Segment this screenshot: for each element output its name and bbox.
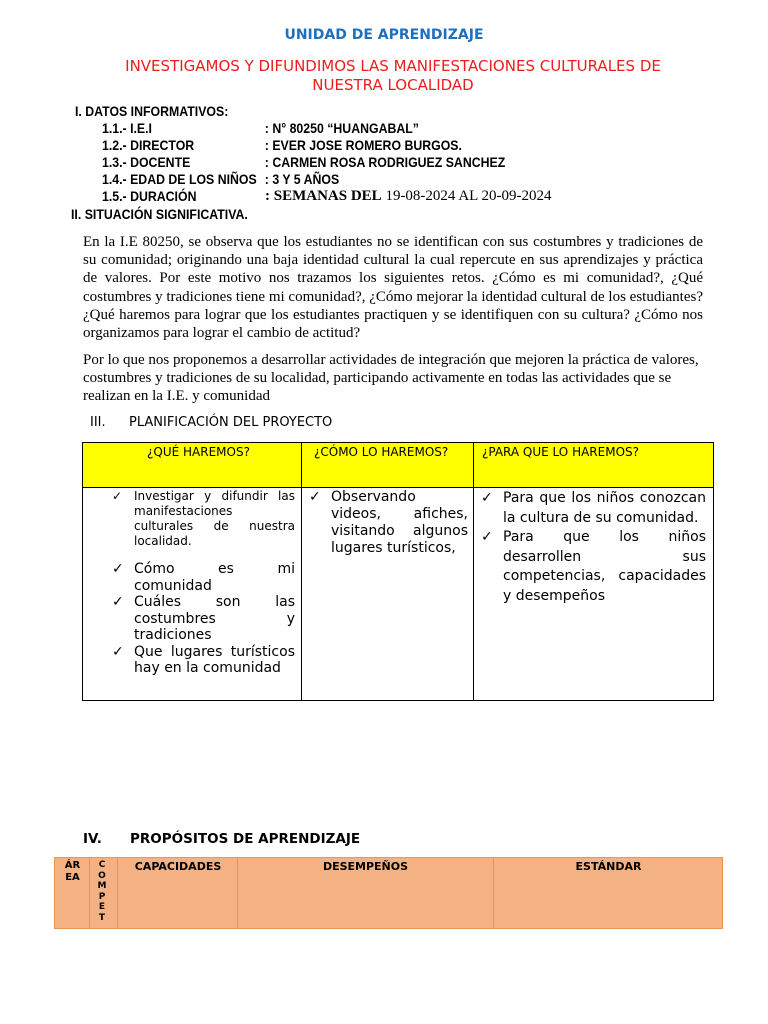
list-item: ✓ Cómo es mi comunidad — [112, 561, 295, 594]
section-2-heading: II. SITUACIÓN SIGNIFICATIVA. — [71, 206, 248, 222]
purposes-table — [54, 857, 723, 929]
list-item: ✓ Para que los niños desarrollen sus competencias, capacidades y desempeños — [481, 529, 706, 604]
section-4-number: IV. — [83, 831, 102, 847]
info-label: 1.5.- DURACIÓN — [102, 188, 197, 204]
info-row-duracion — [102, 188, 572, 206]
info-label: 1.1.- I.E.I — [102, 120, 152, 136]
info-value: : N° 80250 “HUANGABAL” — [264, 120, 419, 136]
objective-paragraph: Por lo que nos proponemos a desarrollar actividades de integración que mejoren la práctica de valores, costumbres y tradiciones de su localidad, participando activamente en todas las actividades que se realizan en la I.E. y comunidad — [83, 352, 699, 405]
header-capacidades: CAPACIDADES — [134, 860, 222, 873]
section-4-heading: PROPÓSITOS DE APRENDIZAJE — [130, 831, 361, 847]
list-item: ✓ Observando videos, afiches, visitando algunos lugares turísticos, — [309, 489, 468, 556]
info-value: : SEMANAS DEL 19-08-2024 AL 20-09-2024 — [265, 188, 552, 204]
check-icon: ✓ — [112, 489, 123, 503]
column-divider — [301, 443, 302, 700]
list-item: ✓ Para que los niños conozcan la cultura de su comunidad. — [481, 490, 706, 526]
planning-table — [82, 442, 714, 701]
check-icon: ✓ — [481, 490, 493, 506]
header-estandar: ESTÁNDAR — [575, 860, 642, 873]
cell-como-lo-haremos — [309, 489, 468, 557]
header-para-que-lo-haremos: ¿PARA QUE LO HAREMOS? — [482, 445, 640, 459]
document-title: UNIDAD DE APRENDIZAJE — [284, 27, 484, 43]
section-1-heading: I. DATOS INFORMATIVOS: — [75, 103, 229, 119]
check-icon: ✓ — [309, 489, 321, 505]
section-3-heading: PLANIFICACIÓN DEL PROYECTO — [129, 415, 333, 430]
info-row-edad — [102, 171, 542, 188]
significant-situation-paragraph: En la I.E 80250, se observa que los estudiantes no se identifican con sus costumbres y tradiciones de su comunidad; originando una baja identidad cultural la cual repercute en sus aprendizajes y práctica de valores. Por este motivo nos trazamos los siguientes retos. ¿Cómo es mi comunidad?, ¿Qué costumbres y tradiciones tiene mi comunidad?, ¿Cómo mejorar la identidad cultural de los estudiantes? ¿Qué haremos para lograr que los estudiantes practiquen y se identifiquen con su cultura? ¿Cómo nos organizamos para lograr el cambio de actitud? — [83, 234, 703, 342]
check-icon: ✓ — [481, 529, 493, 545]
cell-para-que-lo-haremos — [481, 489, 706, 606]
info-label: 1.2.- DIRECTOR — [102, 137, 195, 153]
cell-que-haremos — [112, 489, 295, 677]
info-row-director — [102, 137, 542, 154]
info-label: 1.4.- EDAD DE LOS NIÑOS — [102, 171, 257, 187]
info-value: : EVER JOSE ROMERO BURGOS. — [264, 137, 462, 153]
info-value: : CARMEN ROSA RODRIGUEZ SANCHEZ — [264, 154, 506, 170]
column-divider — [117, 858, 118, 928]
info-row-docente — [102, 154, 542, 171]
list-item: ✓ Cuáles son las costumbres y tradiciones — [112, 594, 295, 643]
column-divider — [473, 443, 474, 700]
list-item: ✓ Investigar y difundir las manifestaciones culturales de nuestra localidad. — [112, 489, 295, 548]
header-competencia: COMPET — [97, 860, 107, 923]
list-item: ✓ Que lugares turísticos hay en la comunidad — [112, 643, 295, 676]
header-area: ÁREA — [64, 860, 81, 883]
check-icon: ✓ — [112, 643, 124, 660]
header-como-lo-haremos: ¿CÓMO LO HAREMOS? — [314, 445, 449, 459]
info-value: : 3 Y 5 AÑOS — [264, 171, 340, 187]
column-divider — [89, 858, 90, 928]
header-desempenos: DESEMPEÑOS — [322, 860, 409, 873]
document-subtitle: INVESTIGAMOS Y DIFUNDIMOS LAS MANIFESTACIONES CULTURALES DE NUESTRA LOCALIDAD — [125, 57, 661, 94]
check-icon: ✓ — [112, 594, 124, 610]
check-icon: ✓ — [112, 561, 124, 577]
header-que-haremos: ¿QUÉ HAREMOS? — [147, 445, 250, 459]
section-3-number: III. — [90, 415, 106, 430]
info-label: 1.3.- DOCENTE — [102, 154, 191, 170]
info-row-iei — [102, 120, 542, 137]
